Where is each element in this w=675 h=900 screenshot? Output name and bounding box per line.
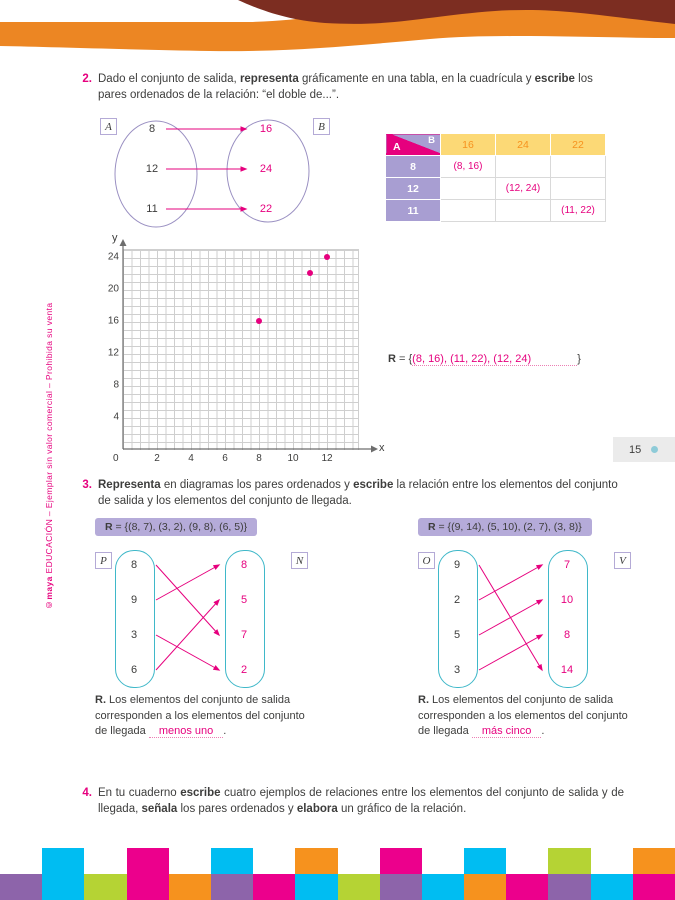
table-row <box>386 156 606 178</box>
relation-eq: = { <box>395 353 413 365</box>
text-segment: En tu cuaderno <box>98 787 181 799</box>
exercise4-header <box>76 786 624 817</box>
footer-block-column <box>464 848 506 900</box>
page-number: 15 <box>629 443 642 456</box>
footer-block-column <box>506 848 548 900</box>
set-b-label: B <box>313 118 330 135</box>
footer-block <box>295 848 337 874</box>
footer-block-column <box>548 848 590 900</box>
chart-axes-svg <box>105 238 385 473</box>
footer-block <box>633 848 675 874</box>
column-header: 22 <box>551 134 606 156</box>
x-axis-label: x <box>379 442 385 454</box>
footer-block <box>506 874 548 900</box>
relation-r: R <box>388 353 396 365</box>
right-value: 5 <box>240 594 248 606</box>
answer-fill: más cinco <box>472 725 542 738</box>
y-tick-label: 8 <box>113 379 119 391</box>
pair-arrow <box>156 635 219 670</box>
footer-block-column <box>127 848 169 900</box>
left-value: 5 <box>453 629 461 641</box>
relation-pairs: = {(8, 7), (3, 2), (9, 8), (6, 5)} <box>112 521 248 533</box>
footer-block <box>506 848 548 874</box>
data-point <box>307 270 313 276</box>
table-cell <box>551 178 606 200</box>
right-value: 8 <box>563 629 571 641</box>
footer-block <box>422 874 464 900</box>
footer-block <box>211 874 253 900</box>
text-segment: los pares ordenados de la relación: “el doble de...”. <box>98 73 593 101</box>
relation-set-notation <box>388 353 581 365</box>
table-corner-cell <box>386 134 441 156</box>
imprint-text: EDUCACIÓN – Ejemplar sin valor comercial – Prohibida su venta <box>44 302 54 577</box>
right-value: 7 <box>240 629 248 641</box>
table-cell: (8, 16) <box>441 156 496 178</box>
x-axis-arrow-icon <box>371 446 378 453</box>
footer-block <box>0 848 42 874</box>
x-tick-label: 10 <box>287 453 299 464</box>
bold-keyword: elabora <box>296 802 338 815</box>
footer-block-column <box>295 848 337 900</box>
pair-arrow <box>156 600 219 670</box>
mapping-arrows-svg <box>476 548 548 690</box>
text-segment: un gráfico de la relación. <box>337 802 467 815</box>
pair-arrow <box>156 565 219 600</box>
footer-block <box>380 848 422 874</box>
left-value: 8 <box>130 559 138 571</box>
footer-block <box>253 848 295 874</box>
bold-keyword: escribe <box>353 479 394 491</box>
footer-block-column <box>42 848 84 900</box>
answer-r: R. <box>418 694 429 706</box>
y-axis-label: y <box>112 232 118 244</box>
answer-r: R. <box>95 694 106 706</box>
text-segment: gráficamente en una tabla, en la cuadrícula y <box>298 73 535 85</box>
footer-block <box>0 874 42 900</box>
y-tick-label: 20 <box>107 283 119 295</box>
footer-block <box>464 848 506 874</box>
footer-block-column <box>380 848 422 900</box>
venn-left-value: 11 <box>146 203 158 215</box>
table-cell <box>496 156 551 178</box>
right-value: 8 <box>240 559 248 571</box>
footer-block-column <box>169 848 211 900</box>
footer-block <box>338 848 380 874</box>
answer-left <box>95 693 307 740</box>
left-value: 2 <box>453 594 461 606</box>
right-value: 7 <box>563 559 571 571</box>
left-value: 9 <box>453 559 461 571</box>
text-segment: cuatro ejemplos de relaciones entre los elementos del conjunto de salida y de llegada, <box>98 787 624 815</box>
footer-block <box>295 874 337 900</box>
footer-block <box>127 848 169 874</box>
table-cell <box>551 156 606 178</box>
pair-arrow <box>479 565 542 600</box>
answer-period: . <box>541 725 545 737</box>
table-cell <box>441 178 496 200</box>
bold-keyword: escribe <box>534 73 575 85</box>
row-header: 11 <box>386 200 441 222</box>
x-tick-label: 8 <box>256 453 262 464</box>
x-tick-label: 4 <box>188 453 194 464</box>
bold-keyword: Representa <box>98 479 161 491</box>
footer-block <box>633 874 675 900</box>
exercise4-number: 4. <box>82 787 92 799</box>
answer-text: Los elementos del conjunto de salida corresponden a los elementos del conjunto de llegada <box>95 694 305 737</box>
relation-pairs-answer: (8, 16), (11, 22), (12, 24) <box>412 353 577 366</box>
table-cell <box>496 200 551 222</box>
bold-keyword: señala <box>141 802 178 815</box>
footer-block-column <box>253 848 295 900</box>
pair-arrow <box>156 565 219 635</box>
footer-block <box>42 874 84 900</box>
venn-svg <box>98 112 333 234</box>
venn-left-value: 12 <box>145 163 159 175</box>
data-point <box>256 318 262 324</box>
footer-block-column <box>591 848 633 900</box>
text-segment: la relación entre los elementos del conjunto de salida y los elementos del conjunto de llegada. <box>98 479 618 507</box>
exercise2-header <box>76 72 621 103</box>
mapping-arrows-svg <box>153 548 225 690</box>
x-tick-label: 6 <box>222 453 228 464</box>
y-tick-label: 24 <box>107 251 119 263</box>
set-n-label: N <box>291 552 308 569</box>
footer-block-column <box>211 848 253 900</box>
row-header: 8 <box>386 156 441 178</box>
table-header-row <box>386 134 606 156</box>
y-tick-label: 12 <box>107 347 119 359</box>
answer-right <box>418 693 630 740</box>
text-segment: Dado el conjunto de salida, <box>98 73 240 85</box>
left-value: 6 <box>130 664 138 676</box>
row-header: 12 <box>386 178 441 200</box>
origin-label: 0 <box>113 453 119 464</box>
set-o-label: O <box>418 552 435 569</box>
footer-block <box>42 848 84 874</box>
footer-block-column <box>0 848 42 900</box>
relation-r: R <box>428 521 436 533</box>
answer-text: Los elementos del conjunto de salida corresponden a los elementos del conjunto de llegada <box>418 694 628 737</box>
plot-points <box>256 254 330 324</box>
coordinate-grid-chart <box>105 232 405 473</box>
footer-block-column <box>422 848 464 900</box>
footer-block <box>422 848 464 874</box>
right-value: 2 <box>240 664 248 676</box>
bold-keyword: representa <box>239 73 299 85</box>
y-axis-arrow-icon <box>120 239 127 246</box>
footer-block-column <box>338 848 380 900</box>
exercise2-number: 2. <box>82 73 92 85</box>
footer-block <box>380 874 422 900</box>
venn-right-value: 24 <box>259 163 273 175</box>
right-value: 10 <box>560 594 574 606</box>
relation-r: R <box>105 521 113 533</box>
answer-period: . <box>223 725 227 737</box>
left-value: 3 <box>453 664 461 676</box>
footer-block <box>464 874 506 900</box>
data-point <box>324 254 330 260</box>
footer-block <box>169 848 211 874</box>
corner-label-b: B <box>428 135 435 146</box>
exercise4-instructions <box>98 786 624 817</box>
footer-block <box>548 848 590 874</box>
venn-right-value: 22 <box>259 203 273 215</box>
relation-close: } <box>577 353 581 365</box>
y-tick-label: 16 <box>107 315 119 327</box>
left-value: 3 <box>130 629 138 641</box>
venn-diagram <box>98 112 333 234</box>
footer-block <box>591 874 633 900</box>
exercise3-instructions <box>98 478 624 509</box>
relation-pill-left <box>95 518 257 536</box>
right-value: 14 <box>560 664 574 676</box>
footer-block <box>253 874 295 900</box>
footer-block <box>211 848 253 874</box>
relation-table <box>385 133 606 222</box>
table-cell: (12, 24) <box>496 178 551 200</box>
y-tick-label: 4 <box>113 411 119 423</box>
column-header: 24 <box>496 134 551 156</box>
pair-arrow <box>479 600 542 635</box>
footer-block <box>127 874 169 900</box>
corner-label-a: A <box>393 141 401 153</box>
page-number-dot-icon <box>651 446 658 453</box>
set-a-label: A <box>100 118 117 135</box>
text-segment: en diagramas los pares ordenados y <box>160 479 354 491</box>
footer-block <box>169 874 211 900</box>
bold-keyword: escribe <box>180 787 221 799</box>
venn-left-value: 8 <box>148 123 156 135</box>
table-cell <box>441 200 496 222</box>
footer-block <box>84 874 126 900</box>
relation-pairs: = {(9, 14), (5, 10), (2, 7), (3, 8)} <box>435 521 582 533</box>
relation-pill-right <box>418 518 592 536</box>
answer-fill: menos uno <box>149 725 223 738</box>
table-row <box>386 178 606 200</box>
left-value: 9 <box>130 594 138 606</box>
x-tick-label: 2 <box>154 453 160 464</box>
footer-block <box>591 848 633 874</box>
exercise3-number: 3. <box>82 479 92 491</box>
pair-arrow <box>479 635 542 670</box>
mapping-diagram-left <box>95 548 310 690</box>
footer-block-column <box>84 848 126 900</box>
publisher-logo: ©maya <box>44 576 54 610</box>
footer-block <box>338 874 380 900</box>
footer-block-column <box>633 848 675 900</box>
footer-block <box>548 874 590 900</box>
table-cell: (11, 22) <box>551 200 606 222</box>
table-row <box>386 200 606 222</box>
page-number-badge <box>613 437 675 462</box>
publisher-imprint <box>44 280 54 610</box>
exercise2-instructions <box>98 72 621 103</box>
footer-decoration <box>0 848 675 900</box>
exercise3-header <box>76 478 624 509</box>
footer-block <box>84 848 126 874</box>
text-segment: los pares ordenados y <box>177 802 297 815</box>
venn-right-value: 16 <box>259 123 273 135</box>
set-p-label: P <box>95 552 112 569</box>
header-wave-decoration <box>0 0 675 60</box>
x-tick-label: 12 <box>321 453 333 464</box>
column-header: 16 <box>441 134 496 156</box>
mapping-diagram-right <box>418 548 633 690</box>
set-v-label: V <box>614 552 631 569</box>
